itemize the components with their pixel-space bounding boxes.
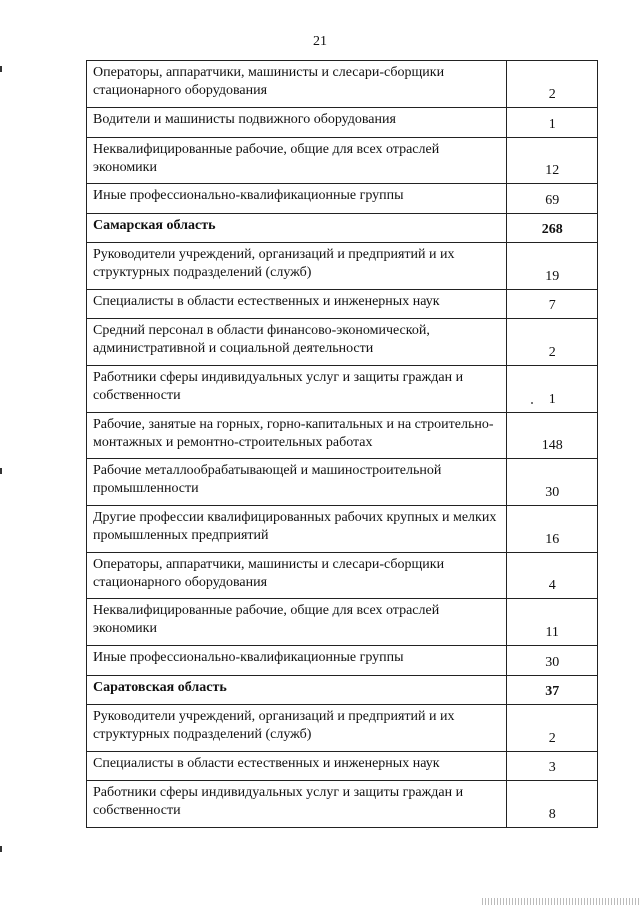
occupation-name: Водители и машинисты подвижного оборудования (87, 108, 507, 138)
table-row (87, 61, 598, 108)
table-row (87, 413, 598, 459)
occupation-count: 8 (507, 781, 598, 828)
occupation-count: 148 (507, 413, 598, 459)
occupation-count: 16 (507, 506, 598, 553)
occupation-name: Операторы, аппаратчики, машинисты и слесари-сборщики стационарного оборудования (87, 553, 507, 599)
occupation-name: Рабочие металлообрабатывающей и машиностроительной промышленности (87, 459, 507, 506)
region-total: 268 (507, 214, 598, 243)
occupation-name: Работники сферы индивидуальных услуг и защиты граждан и собственности (87, 781, 507, 828)
table-row (87, 553, 598, 599)
table-row (87, 366, 598, 413)
occupation-name: Средний персонал в области финансово-экономической, административной и социальной деятельности (87, 319, 507, 366)
page-number: 21 (313, 34, 327, 49)
occupation-name: Иные профессионально-квалификационные группы (87, 646, 507, 676)
occupation-count: 7 (507, 290, 598, 319)
region-total: 37 (507, 676, 598, 705)
occupation-count: 1 (507, 108, 598, 138)
occupation-count: 1 (507, 366, 598, 413)
occupation-name: Рабочие, занятые на горных, горно-капитальных и на строительно-монтажных и ремонтно-строительных работах (87, 413, 507, 459)
occupation-count: 4 (507, 553, 598, 599)
occupation-name: Руководители учреждений, организаций и предприятий и их структурных подразделений (служб) (87, 243, 507, 290)
occupation-count: 69 (507, 184, 598, 214)
scan-edge-mark (482, 898, 640, 905)
occupation-count: 2 (507, 319, 598, 366)
region-row (87, 676, 598, 705)
occupation-count: 3 (507, 752, 598, 781)
table-row (87, 184, 598, 214)
occupation-count: 12 (507, 138, 598, 184)
occupation-count: 2 (507, 705, 598, 752)
table-row (87, 506, 598, 553)
occupation-count: 11 (507, 599, 598, 646)
table-row (87, 752, 598, 781)
occupation-name: Операторы, аппаратчики, машинисты и слесари-сборщики стационарного оборудования (87, 61, 507, 108)
occupation-table (86, 60, 598, 828)
table-row (87, 243, 598, 290)
occupation-count: 2 (507, 61, 598, 108)
table-row (87, 290, 598, 319)
region-row (87, 214, 598, 243)
occupation-name: Иные профессионально-квалификационные группы (87, 184, 507, 214)
occupation-name: Руководители учреждений, организаций и предприятий и их структурных подразделений (служб) (87, 705, 507, 752)
scan-edge-mark (0, 468, 2, 474)
occupation-name: Работники сферы индивидуальных услуг и защиты граждан и собственности (87, 366, 507, 413)
table-row (87, 138, 598, 184)
table-row (87, 599, 598, 646)
occupation-name: Специалисты в области естественных и инженерных наук (87, 752, 507, 781)
region-name: Саратовская область (87, 676, 507, 705)
table-row (87, 108, 598, 138)
region-name: Самарская область (87, 214, 507, 243)
scan-edge-mark (0, 846, 2, 852)
occupation-name: Неквалифицированные рабочие, общие для всех отраслей экономики (87, 599, 507, 646)
occupation-count: 30 (507, 459, 598, 506)
occupation-count: 19 (507, 243, 598, 290)
occupation-count: 30 (507, 646, 598, 676)
occupation-name: Другие профессии квалифицированных рабочих крупных и мелких промышленных предприятий (87, 506, 507, 553)
table-row (87, 646, 598, 676)
table-row (87, 705, 598, 752)
table-row (87, 319, 598, 366)
scan-edge-mark (0, 66, 2, 72)
table-row (87, 459, 598, 506)
occupation-name: Неквалифицированные рабочие, общие для всех отраслей экономики (87, 138, 507, 184)
table-row (87, 781, 598, 828)
occupation-name: Специалисты в области естественных и инженерных наук (87, 290, 507, 319)
